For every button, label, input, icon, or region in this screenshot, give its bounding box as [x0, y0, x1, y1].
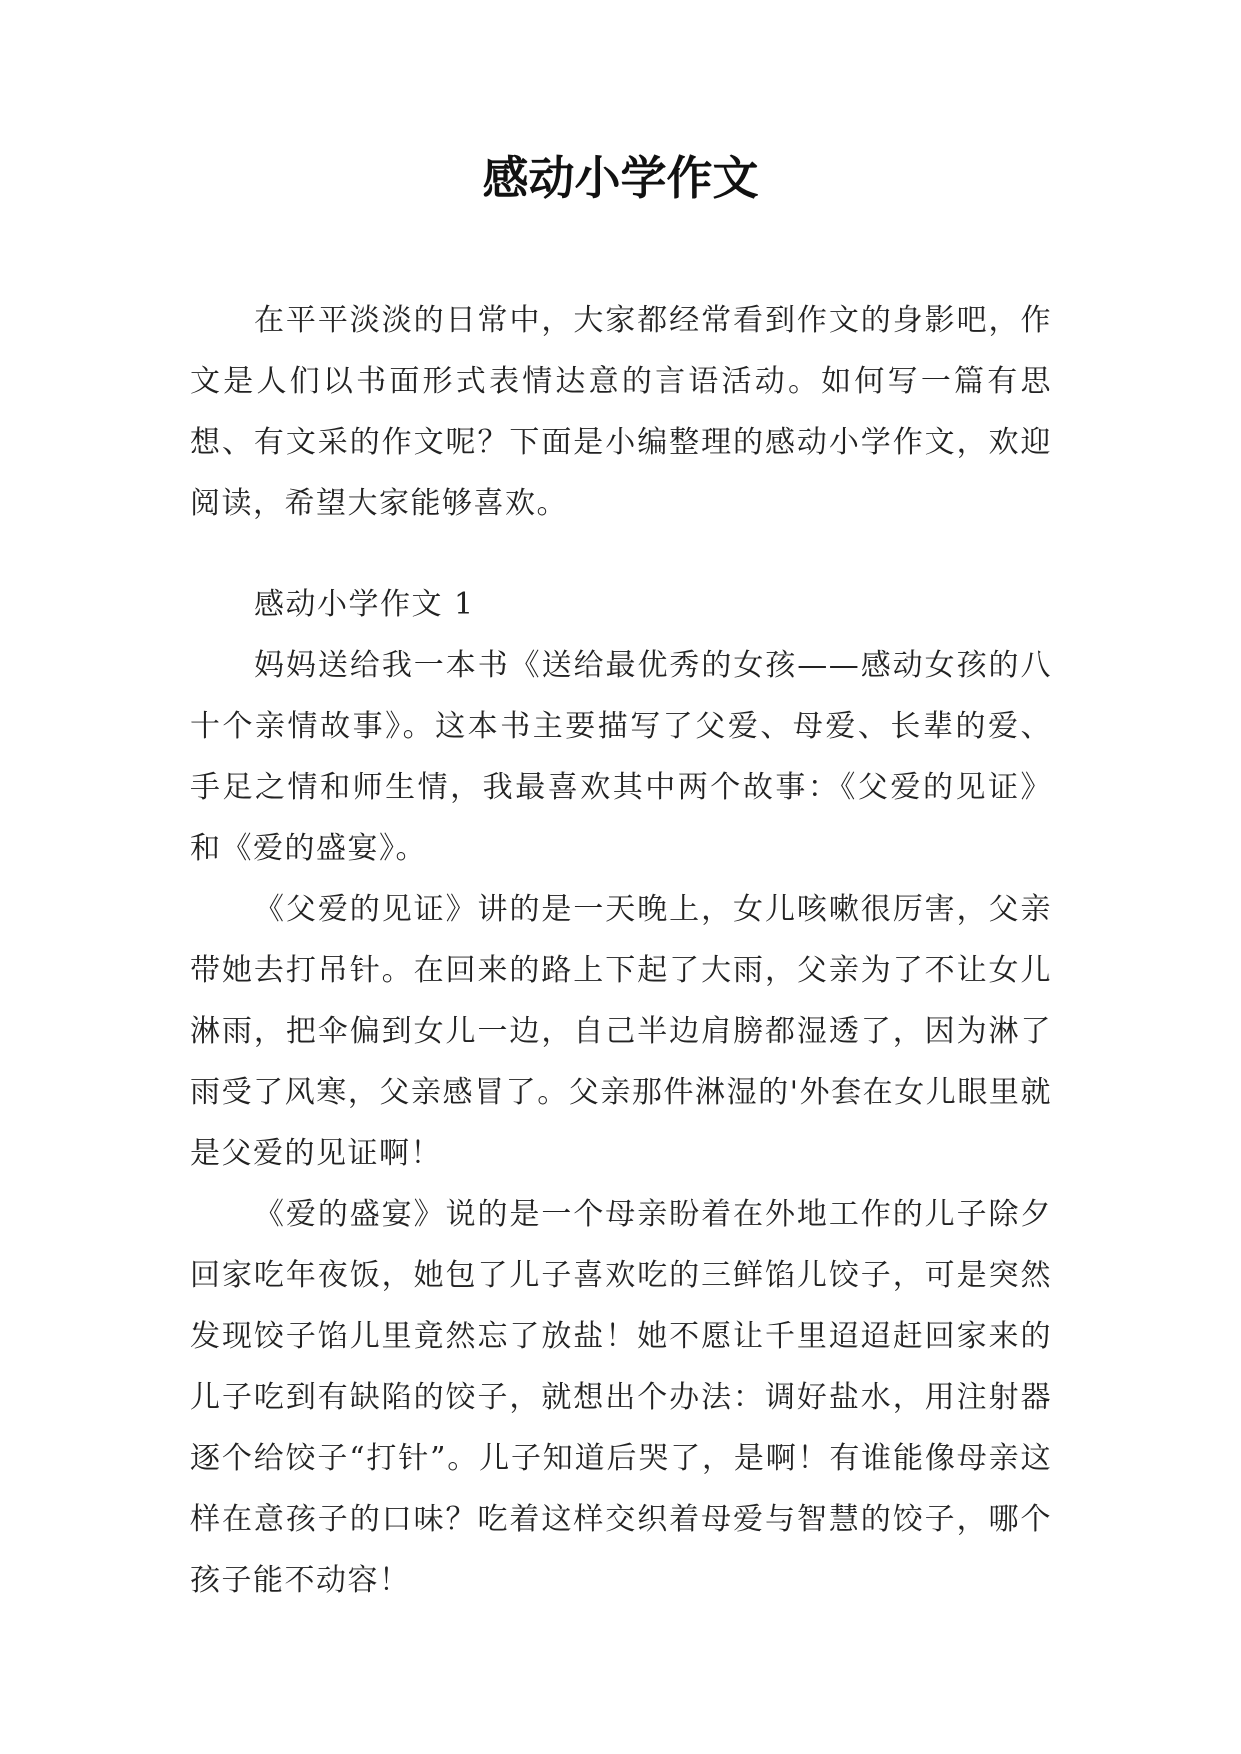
essay-section — [190, 574, 1052, 1611]
intro-block — [190, 290, 1052, 534]
essay-paragraph-2: 《父爱的见证》讲的是一天晚上，女儿咳嗽很厉害，父亲带她去打吊针。在回来的路上下起了大雨，父亲为了不让女儿淋雨，把伞偏到女儿一边，自己半边肩膀都湿透了，因为淋了雨受了风寒，父亲感冒了。父亲那件淋湿的'外套在女儿眼里就是父爱的见证啊！ — [190, 892, 1052, 1171]
intro-paragraph: 在平平淡淡的日常中，大家都经常看到作文的身影吧，作文是人们以书面形式表情达意的言语活动。如何写一篇有思想、有文采的作文呢？下面是小编整理的感动小学作文，欢迎阅读，希望大家能够喜欢。 — [190, 303, 1052, 521]
essay-paragraph-1: 妈妈送给我一本书《送给最优秀的女孩——感动女孩的八十个亲情故事》。这本书主要描写了父爱、母爱、长辈的爱、手足之情和师生情，我最喜欢其中两个故事：《父爱的见证》和《爱的盛宴》。 — [190, 648, 1052, 866]
section-heading: 感动小学作文 1 — [254, 587, 475, 622]
document-title: 感动小学作文 — [482, 151, 759, 205]
essay-paragraph-3: 《爱的盛宴》说的是一个母亲盼着在外地工作的儿子除夕回家吃年夜饭，她包了儿子喜欢吃的三鲜馅儿饺子，可是突然发现饺子馅儿里竟然忘了放盐！她不愿让千里迢迢赶回家来的儿子吃到有缺陷的饺子，就想出个办法：调好盐水，用注射器逐个给饺子“打针”。儿子知道后哭了，是啊！有谁能像母亲这样在意孩子的口味？吃着这样交织着母爱与智慧的饺子，哪个孩子能不动容！ — [190, 1197, 1052, 1598]
